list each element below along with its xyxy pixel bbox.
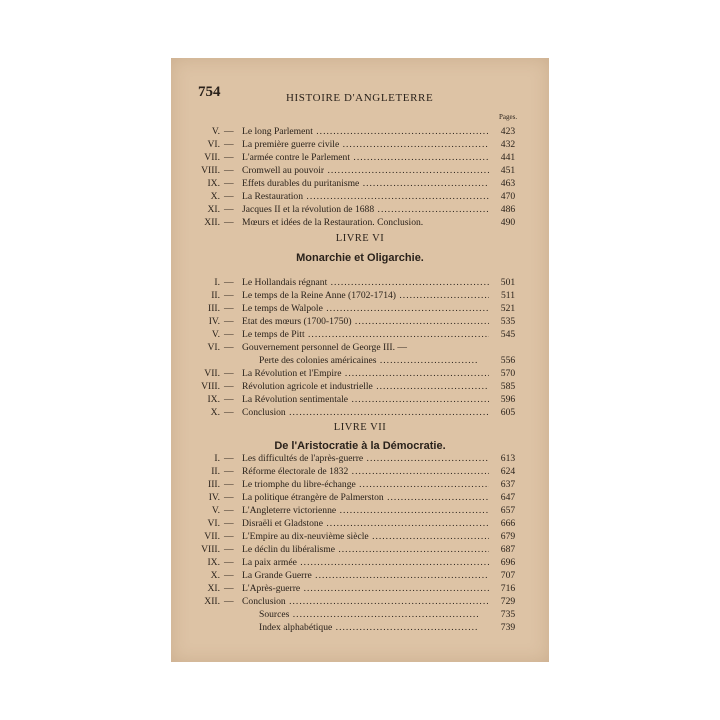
toc-entry[interactable]: XII. — Conclusion ..... 729 — [180, 595, 521, 608]
toc-entry[interactable]: III. — Le temps de Walpole ..... 521 — [180, 302, 521, 315]
toc-entry[interactable]: X. — La Restauration ..... 470 — [180, 190, 521, 203]
toc-entry-continuation-page: 556 — [500, 355, 516, 366]
toc-entry[interactable]: II. — Réforme électorale de 1832 ..... 624 — [180, 465, 521, 478]
toc-entry[interactable]: I. — Le Hollandais régnant ..... 501 — [180, 276, 521, 289]
page-number: 754 — [198, 84, 221, 100]
toc-entry[interactable]: VIII. — Révolution agricole et industrielle ..... 585 — [180, 380, 521, 393]
toc-entry[interactable]: V. — L'Angleterre victorienne ..... 657 — [180, 504, 521, 517]
toc-entry[interactable]: VI. — Disraëli et Gladstone ..... 666 — [180, 517, 521, 530]
toc-sources[interactable]: Sources ..... — [259, 608, 479, 621]
livre-vii-label: LIVRE VII — [333, 422, 387, 433]
toc-entry[interactable]: VI. — Gouvernement personnel de George III. — — [207, 342, 407, 353]
pages-column-label: Pages. — [499, 113, 518, 121]
toc-entry[interactable]: X. — La Grande Guerre ..... 707 — [180, 569, 521, 582]
toc-entry[interactable]: II. — Le temps de la Reine Anne (1702-1714) ..... 511 — [180, 289, 521, 302]
toc-entry[interactable]: XI. — L'Après-guerre ..... 716 — [180, 582, 521, 595]
toc-entry[interactable]: VII. — La Révolution et l'Empire ..... 570 — [180, 367, 521, 380]
toc-entry[interactable]: IV. — Etat des mœurs (1700-1750) ..... 535 — [180, 315, 521, 328]
toc-entry[interactable]: VI. — La première guerre civile ..... 432 — [180, 138, 521, 151]
livre-vi-title: Monarchie et Oligarchie. — [296, 252, 424, 264]
toc-entry[interactable]: IV. — La politique étrangère de Palmerston ..... 647 — [180, 491, 521, 504]
toc-entry[interactable]: IX. — Effets durables du puritanisme ..... 463 — [180, 177, 521, 190]
toc-entry[interactable]: VIII. — Le déclin du libéralisme ..... 687 — [180, 543, 521, 556]
toc-entry[interactable]: VIII. — Cromwell au pouvoir ..... 451 — [180, 164, 521, 177]
toc-entry[interactable]: VII. — L'Empire au dix-neuvième siècle ..... 679 — [180, 530, 521, 543]
livre-vii-title: De l'Aristocratie à la Démocratie. — [274, 440, 446, 452]
toc-entry[interactable]: V. — Le temps de Pitt ..... 545 — [180, 328, 521, 341]
toc-entry[interactable]: X. — Conclusion ..... 605 — [180, 406, 521, 419]
toc-index-page: 739 — [500, 622, 516, 633]
toc-entry-continuation: Perte des colonies américaines ..... — [259, 354, 479, 367]
toc-entry[interactable]: IX. — La paix armée ..... 696 — [180, 556, 521, 569]
toc-entry[interactable]: I. — Les difficultés de l'après-guerre ..... 613 — [180, 452, 521, 465]
toc-entry[interactable]: V. — Le long Parlement ..... 423 — [180, 125, 521, 138]
toc-entry[interactable]: VII. — L'armée contre le Parlement ..... 441 — [180, 151, 521, 164]
toc-entry[interactable]: IX. — La Révolution sentimentale ..... 596 — [180, 393, 521, 406]
toc-entry[interactable]: XII. — Mœurs et idées de la Restauration. Conclusion. 490 — [204, 217, 516, 228]
running-title: HISTOIRE D'ANGLETERRE — [286, 92, 434, 104]
toc-index[interactable]: Index alphabétique ..... — [259, 621, 479, 634]
toc-entry[interactable]: XI. — Jacques II et la révolution de 1688 ..... 486 — [180, 203, 521, 216]
toc-sources-page: 735 — [500, 609, 516, 620]
livre-vi-label: LIVRE VI — [335, 233, 385, 244]
toc-entry[interactable]: III. — Le triomphe du libre-échange ..... 637 — [180, 478, 521, 491]
